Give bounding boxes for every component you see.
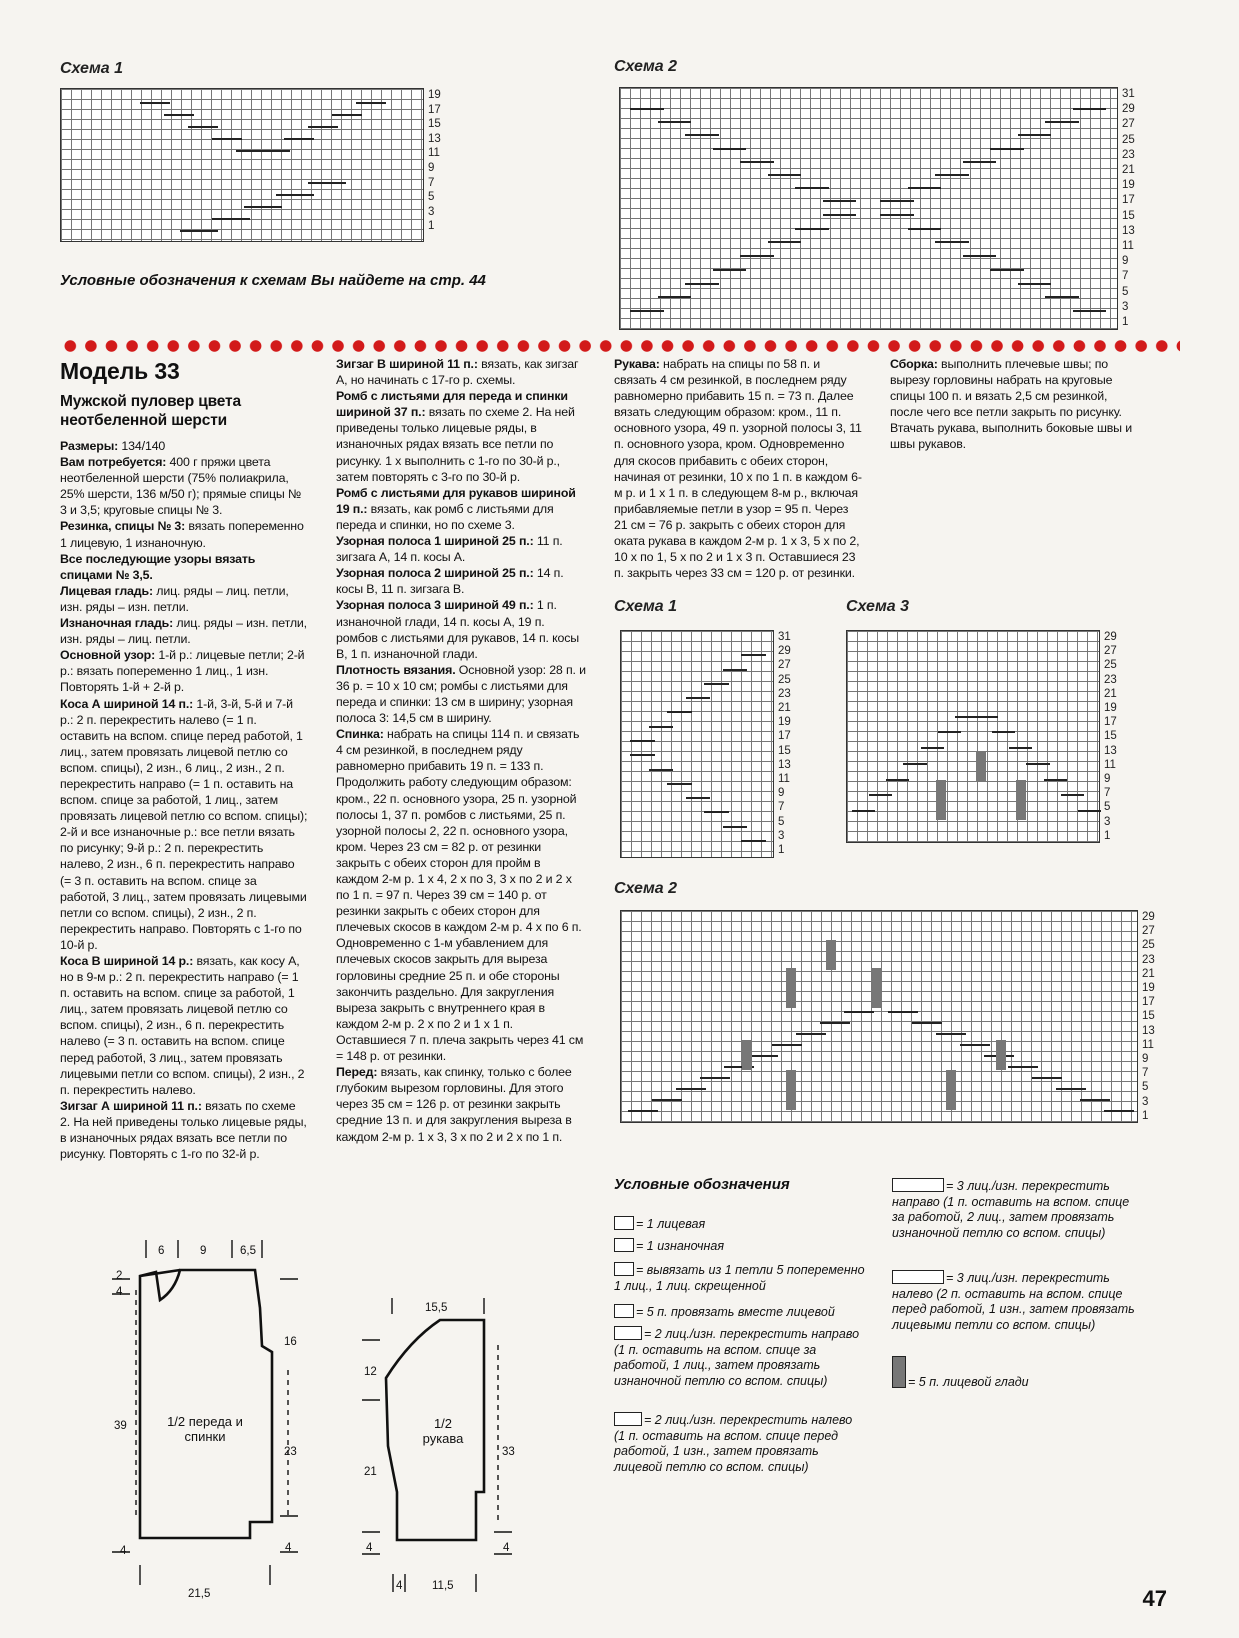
stockinette-block	[976, 752, 986, 782]
reference-note: Условные обозначения к схемам Вы найдете на стр. 44	[60, 272, 486, 289]
chart-title-s1: Схема 1	[614, 598, 678, 615]
cable-stitch-mark	[628, 1110, 658, 1112]
row-number: 3	[1122, 300, 1129, 313]
cable-stitch-mark	[886, 779, 909, 781]
instruction-paragraph: Плотность вязания. Основной узор: 28 п. и 36 р. = 10 х 10 см; ромбы с листьями для переда и спинки: 13 см в ширину; узорная полоса 3: 14,5 см в ширину.	[336, 662, 586, 726]
cable-stitch-mark	[960, 1044, 990, 1046]
row-number: 17	[1142, 996, 1155, 1009]
cable-stitch-mark	[630, 108, 664, 110]
cable-stitch-mark	[768, 241, 802, 243]
cable-stitch-mark	[260, 150, 290, 152]
cable-stitch-mark	[795, 228, 829, 230]
row-number: 15	[1122, 209, 1135, 222]
row-number: 13	[778, 758, 791, 771]
row-number: 7	[1122, 270, 1129, 283]
row-number: 17	[1122, 194, 1135, 207]
cable-stitch-mark	[332, 114, 362, 116]
row-number: 29	[1142, 911, 1155, 923]
row-number: 9	[778, 787, 785, 800]
instruction-paragraph: Спинка: набрать на спицы 114 п. и связать 4 см резинкой, в последнем ряду равномерно прибавить 19 п. = 133 п. Продолжить работу следующим образом: кром., 22 п. основного узора, 25 п. узорной полосы 1, 37 п. ромбов с листьями, 25 п. узорной полосы 2, 22 п. основного узора, кром. Через 23 см = 82 р. от резинки закрыть с обеих сторон для пройм в каждом 2-м р. 1 х 4, 2 х по 3, 3 х по 2 и 2 х по 1 п. = 97 п. Через 39 см = 140 р. от резинки закрыть с обеих сторон для плечевых скосов в каждом 2-м р. 4 х по 6 п. Одновременно с 1-м убавлением для плечевых скосов закрыть для выреза горловины средние 25 п. и обе стороны закончить раздельно. Для закругления выреза закрыть с внутреннего края в каждом 2-м р. 2 х по 2 и 1 х 1 п. Оставшиеся 7 п. плеча закрыть через 41 см = 148 р. от резинки.	[336, 727, 584, 1064]
dim-body-neckdepth-2: 4	[116, 1286, 123, 1298]
row-number: 3	[428, 205, 435, 218]
legend-item-increase: = вывязать из 1 петли 5 попеременно 1 лиц., 1 лиц. скрещенной	[614, 1263, 865, 1293]
row-number: 5	[1104, 801, 1111, 814]
instruction-paragraph: Узорная полоса 2 шириной 25 п.: 14 п. косы В, 11 п. зигзага В.	[336, 566, 564, 597]
chart-title-top-s2: Схема 2	[614, 58, 678, 75]
cable-stitch-mark	[180, 230, 218, 232]
cable-stitch-mark	[768, 174, 802, 176]
cable-stitch-mark	[686, 697, 711, 699]
model-title: Модель 33	[60, 358, 180, 384]
chart-title-top-s1: Схема 1	[60, 60, 124, 77]
row-number: 7	[778, 801, 785, 814]
instruction-paragraph: Зигзаг А шириной 11 п.: вязать по схеме 2. На ней приведены только лицевые ряды, в изнаночных рядах вязать все петли по рисунку. Повторять с 1-го по 32-й р.	[60, 1098, 307, 1162]
row-number: 7	[1104, 787, 1111, 800]
cable-stitch-mark	[936, 1033, 966, 1035]
row-number: 15	[1104, 730, 1117, 743]
cable-stitch-mark	[963, 161, 997, 163]
row-number: 3	[1142, 1095, 1149, 1108]
row-number: 1	[1104, 829, 1111, 842]
cable-stitch-mark	[1026, 763, 1049, 765]
instruction-paragraph: Вам потребуется: 400 г пряжи цвета неотбеленной шерсти (75% полиакрила, 25% шерсти, 136 м/50 г); прямые спицы № 3 и 3,5; круговые спицы № 3.	[60, 455, 302, 518]
cable-stitch-mark	[748, 1055, 778, 1057]
cable-stitch-mark	[723, 669, 748, 671]
row-number: 19	[1142, 982, 1155, 995]
row-number: 21	[1142, 967, 1155, 980]
cable-stitch-mark	[630, 310, 664, 312]
cable-stitch-mark	[880, 200, 914, 202]
cable-stitch-mark	[1009, 747, 1032, 749]
cable-stitch-mark	[1073, 310, 1107, 312]
cable-stitch-mark	[880, 214, 914, 216]
legend-item-decrease: = 5 п. провязать вместе лицевой	[614, 1304, 884, 1321]
dim-sleeve-length: 21	[364, 1466, 377, 1478]
row-number: 11	[1104, 758, 1116, 771]
row-number: 29	[778, 645, 791, 658]
dim-body-neckdepth-1: 2	[116, 1270, 123, 1282]
row-number: 15	[428, 118, 441, 131]
instruction-paragraph: Изнаночная гладь: лиц. ряды – изн. петли, изн. ряды – лиц. петли.	[60, 616, 307, 647]
cable-stitch-mark	[1078, 810, 1101, 812]
cable-stitch-mark	[244, 206, 282, 208]
cable-stitch-mark	[823, 214, 857, 216]
cable-stitch-mark	[164, 114, 194, 116]
legend-item-cross-left-3: = 3 лиц./изн. перекрестить налево (2 п. оставить на вспом. спице перед работой, 1 изн., затем провязать лицевыми петли со вспом. спицы)	[892, 1271, 1135, 1332]
row-number: 3	[1104, 815, 1111, 828]
cable-stitch-mark	[963, 255, 997, 257]
instruction-paragraph: Перед: вязать, как спинку, только с более глубоким вырезом горловины. Для этого через 35 см = 126 р. от резинки закрыть средние 13 п. и для закругления выреза в каждом 2-м р. 1 х 3, 3 х по 2 и 2 х по 1 п.	[336, 1065, 572, 1144]
cable-stitch-mark	[649, 769, 674, 771]
legend-item-knit: = 1 лицевая	[614, 1216, 884, 1233]
cable-stitch-mark	[1061, 794, 1084, 796]
row-number: 9	[1104, 773, 1111, 786]
legend-title: Условные обозначения	[614, 1176, 790, 1193]
cable-stitch-mark	[795, 187, 829, 189]
cable-stitch-mark	[630, 754, 655, 756]
row-number: 13	[1104, 744, 1117, 757]
dim-body-neck-2: 9	[200, 1245, 207, 1257]
row-number: 27	[1122, 118, 1135, 131]
cable-stitch-mark	[713, 148, 747, 150]
row-number: 13	[428, 132, 441, 145]
cable-stitch-mark	[908, 187, 942, 189]
cable-stitch-mark	[844, 1011, 874, 1013]
legend-item-cross-right-3: = 3 лиц./изн. перекрестить направо (1 п. оставить на вспом. спице за работой, 2 лиц., затем провязать изнаночной петлю со вспом. спицы)	[892, 1179, 1130, 1240]
row-number: 9	[1122, 255, 1129, 268]
cable-stitch-mark	[1018, 283, 1052, 285]
stockinette-block	[996, 1040, 1006, 1070]
cable-stitch-mark	[1018, 134, 1052, 136]
cable-stitch-mark	[741, 840, 766, 842]
row-number: 25	[778, 673, 791, 686]
cable-stitch-mark	[188, 126, 218, 128]
cable-stitch-mark	[667, 783, 692, 785]
cable-stitch-mark	[796, 1033, 826, 1035]
row-number: 27	[778, 659, 791, 672]
cable-stitch-mark	[685, 134, 719, 136]
page-number: 47	[1142, 1586, 1167, 1611]
cable-stitch-mark	[212, 138, 242, 140]
cable-stitch-mark	[1008, 1066, 1038, 1068]
row-number: 7	[1142, 1067, 1149, 1080]
instruction-paragraph: Зигзаг В шириной 11 п.: вязать, как зигзаг А, но начинать с 17-го р. схемы.	[336, 357, 579, 388]
cable-stitch-mark	[140, 102, 170, 104]
cable-stitch-mark	[935, 174, 969, 176]
instruction-paragraph: Узорная полоса 1 шириной 25 п.: 11 п. зигзага А, 14 п. косы А.	[336, 534, 563, 565]
row-number: 11	[428, 147, 440, 160]
row-number: 19	[428, 89, 441, 101]
instruction-paragraph: Коса В шириной 14 р.: вязать, как косу А, но в 9-м р.: 2 п. перекрестить направо (= 1 п. оставить на вспом. спице за работой, 1 лиц., затем провязать лицевой петлю со вспом. спицы), 2 изн., 6 п. перекрестить налево (= 3 п. оставить на вспом. спице перед работой, 3 лиц., затем провязать лицевыми петли со вспом. спицы), 2 изн., 2 п. перекрестить налево.	[60, 954, 305, 1097]
row-number: 15	[1142, 1010, 1155, 1023]
cable-stitch-mark	[823, 200, 857, 202]
row-number: 31	[778, 631, 791, 643]
cable-stitch-mark	[990, 148, 1024, 150]
row-number: 5	[1122, 285, 1129, 298]
cable-stitch-mark	[772, 1044, 802, 1046]
cable-stitch-mark	[888, 1011, 918, 1013]
dim-body-side: 23	[284, 1446, 297, 1458]
instruction-paragraph: Узорная полоса 3 шириной 49 п.: 1 п. изнаночной глади, 14 п. косы А, 19 п. ромбов с листьями для рукавов, 14 п. косы В, 1 п. изнаночной глади.	[336, 598, 580, 661]
dim-sleeve-bottom: 11,5	[432, 1580, 454, 1592]
instruction-paragraph: Сборка: выполнить плечевые швы; по вырезу горловины набрать на круговые спицы 100 п. и вязать 2,5 см резинкой, после чего все петли закрыть по рисунку. Втачать рукава, выполнить боковые швы и швы рукавов.	[890, 357, 1132, 452]
dim-sleeve-rib-right: 4	[503, 1542, 510, 1554]
instruction-paragraph: Ромб с листьями для переда и спинки шириной 37 п.: вязать по схеме 2. На ней приведены только лицевые ряды, в изнаночных рядах вязать все петли по рисунку. 1 х выполнить с 1-го по 30-й р., затем повторять с 3-го по 30-й р.	[336, 389, 575, 484]
stockinette-block	[786, 1070, 796, 1110]
pattern-sleeve-label: 1/2 рукава	[422, 1416, 464, 1446]
row-number: 5	[778, 815, 785, 828]
row-number: 1	[778, 844, 785, 857]
row-number: 19	[1122, 179, 1135, 192]
cable-stitch-mark	[658, 121, 692, 123]
row-number: 19	[1104, 702, 1117, 715]
row-number: 31	[1122, 88, 1135, 100]
instruction-paragraph: Резинка, спицы № 3: вязать попеременно 1 лицевую, 1 изнаночную.	[60, 519, 304, 550]
chart-title-s2: Схема 2	[614, 880, 678, 897]
instruction-paragraph: Все последующие узоры вязать спицами № 3,5.	[60, 551, 256, 582]
row-number: 1	[1122, 316, 1129, 329]
cable-stitch-mark	[686, 797, 711, 799]
row-number: 1	[1142, 1109, 1149, 1122]
row-number: 25	[1104, 659, 1117, 672]
row-number: 23	[1142, 953, 1155, 966]
row-number: 27	[1142, 925, 1155, 938]
row-number: 23	[1104, 673, 1117, 686]
instruction-paragraph: Размеры: 134/140	[60, 439, 166, 453]
cable-stitch-mark	[740, 255, 774, 257]
row-number: 5	[428, 191, 435, 204]
legend-item-stockinette-5: = 5 п. лицевой глади	[892, 1356, 1142, 1391]
cable-stitch-mark	[908, 228, 942, 230]
cable-stitch-mark	[740, 161, 774, 163]
row-number: 7	[428, 176, 435, 189]
dim-body-armhole: 16	[284, 1336, 297, 1348]
dim-body-rib-right: 4	[285, 1542, 292, 1554]
model-subtitle: Мужской пуловер цвета неотбеленной шерсти	[60, 393, 241, 429]
dim-body-width: 21,5	[188, 1588, 211, 1600]
cable-stitch-mark	[723, 826, 748, 828]
cable-stitch-mark	[992, 731, 1015, 733]
row-number: 17	[1104, 716, 1117, 729]
stockinette-block	[742, 1040, 752, 1070]
dim-sleeve-rib-left: 4	[366, 1542, 373, 1554]
cable-stitch-mark	[630, 740, 655, 742]
cable-stitch-mark	[935, 241, 969, 243]
row-number: 29	[1122, 103, 1135, 116]
row-number: 13	[1142, 1024, 1155, 1037]
stockinette-block	[826, 940, 836, 970]
cable-stitch-mark	[1045, 296, 1079, 298]
dim-body-total: 39	[114, 1420, 127, 1432]
row-number: 19	[778, 716, 791, 729]
stockinette-block	[1016, 780, 1026, 820]
dim-sleeve-cap: 12	[364, 1366, 377, 1378]
cable-stitch-mark	[276, 194, 314, 196]
cable-stitch-mark	[704, 811, 729, 813]
row-number: 5	[1142, 1081, 1149, 1094]
dim-sleeve-top: 15,5	[425, 1302, 448, 1314]
stockinette-block	[786, 968, 796, 1008]
legend-item-purl: = 1 изнаночная	[614, 1238, 884, 1255]
row-number: 25	[1122, 133, 1135, 146]
row-number: 11	[778, 773, 790, 786]
row-number: 21	[1122, 164, 1135, 177]
cable-stitch-mark	[1080, 1099, 1110, 1101]
cable-stitch-mark	[1073, 108, 1107, 110]
cable-stitch-mark	[852, 810, 875, 812]
stockinette-block	[936, 780, 946, 820]
cable-stitch-mark	[903, 763, 926, 765]
cable-stitch-mark	[685, 283, 719, 285]
cable-stitch-mark	[308, 182, 346, 184]
row-number: 25	[1142, 939, 1155, 952]
instruction-paragraph: Ромб с листьями для рукавов шириной 19 п.: вязать, как ромб с листьями для переда и спинки, но по схеме 3.	[336, 485, 576, 532]
cable-stitch-mark	[820, 1022, 850, 1024]
cable-stitch-mark	[212, 218, 250, 220]
row-number: 9	[1142, 1053, 1149, 1066]
legend-item-cross-right-2: = 2 лиц./изн. перекрестить направо (1 п. оставить на вспом. спице за работой, 1 лиц., затем провязать изнаночной петлю со вспом. спицы)	[614, 1327, 860, 1388]
cable-stitch-mark	[1044, 779, 1067, 781]
stockinette-block	[946, 1070, 956, 1110]
cable-stitch-mark	[1032, 1077, 1062, 1079]
row-number: 1	[428, 220, 435, 233]
dim-body-rib-left: 4	[120, 1545, 127, 1557]
cable-stitch-mark	[284, 138, 314, 140]
cable-stitch-mark	[704, 683, 729, 685]
chart-title-s3: Схема 3	[846, 598, 910, 615]
row-number: 13	[1122, 224, 1135, 237]
dim-sleeve-bottom-small: 4	[396, 1580, 403, 1592]
row-number: 21	[778, 702, 791, 715]
row-number: 23	[778, 687, 791, 700]
row-number: 17	[428, 103, 441, 116]
cable-stitch-mark	[921, 747, 944, 749]
cable-stitch-mark	[1104, 1110, 1134, 1112]
cable-stitch-mark	[1056, 1088, 1086, 1090]
cable-stitch-mark	[676, 1088, 706, 1090]
cable-stitch-mark	[700, 1077, 730, 1079]
instruction-paragraph: Рукава: набрать на спицы по 58 п. и связать 4 см резинкой, в последнем ряду равномерно прибавить 15 п. = 73 п. Далее вязать следующим образом: кром., 11 п. основного узора, 49 п. узорной полосы 3, 11 п. основного узора, кром. Одновременно для скосов прибавить с обеих сторон, начиная от резинки, 10 х по 1 п. в каждом 6-м р. и 1 х 1 п. в следующем 8-м р., включая прибавляемые петли в узор = 95 п. Через 21 см = 76 р. закрыть с обеих сторон для оката рукава в каждом 2-м р. 1 х 3, 5 х по 2, 10 х по 1, 5 х по 2 и 1 х 3 п. Оставшиеся 23 п. закрыть через 33 см = 120 р. от резинки.	[614, 357, 862, 581]
cable-stitch-mark	[912, 1022, 942, 1024]
instruction-paragraph: Основной узор: 1-й р.: лицевые петли; 2-й р.: вязать попеременно 1 лиц., 1 изн. Повторять 1-й + 2-й р.	[60, 648, 305, 695]
cable-stitch-mark	[658, 296, 692, 298]
cable-stitch-mark	[652, 1099, 682, 1101]
row-number: 17	[778, 730, 791, 743]
legend-item-cross-left-2: = 2 лиц./изн. перекрестить налево (1 п. оставить на вспом. спице перед работой, 1 изн., затем провязать лицевой петлю со вспом. спицы)	[614, 1413, 853, 1474]
row-number: 15	[778, 744, 791, 757]
cable-stitch-mark	[869, 794, 892, 796]
row-number: 9	[428, 161, 435, 174]
row-number: 11	[1122, 240, 1134, 253]
stockinette-block	[872, 968, 882, 1008]
cable-stitch-mark	[667, 711, 692, 713]
cable-stitch-mark	[938, 731, 961, 733]
row-number: 29	[1104, 631, 1117, 643]
dim-sleeve-total: 33	[502, 1446, 515, 1458]
dim-body-shoulder: 6,5	[240, 1245, 256, 1257]
row-number: 27	[1104, 645, 1117, 658]
pattern-body-label: 1/2 переда и спинки	[167, 1414, 243, 1444]
cable-stitch-mark	[975, 716, 998, 718]
row-number: 21	[1104, 687, 1117, 700]
cable-stitch-mark	[356, 102, 386, 104]
instruction-paragraph: Коса А шириной 14 п.: 1-й, 3-й, 5-й и 7-й р.: 2 п. перекрестить налево (= 1 п. оставить на вспом. спице перед работой, 1 лиц., затем провязать лицевой петлю со вспом. спицы), 2 изн., 6 лиц., 2 изн., 2 п. перекрестить направо (= 1 п. оставить на вспом. спице за работой, 1 лиц., затем провязать лицевой петлю со вспом. спицы); 2-й и все изнаночные р.: все петли вязать по рисунку; 9-й р.: 2 п. перекрестить налево, 2 изн., 6 п. перекрестить направо (= 3 п. оставить на вспом. спице за работой, 3 лиц., затем провязать лицевыми петли со вспом. спицы), 2 изн., 2 п. перекрестить направо. Повторять с 1-го по 10-й р.	[60, 696, 308, 952]
cable-stitch-mark	[741, 654, 766, 656]
row-number: 11	[1142, 1038, 1154, 1051]
row-number: 3	[778, 829, 785, 842]
cable-stitch-mark	[713, 269, 747, 271]
cable-stitch-mark	[308, 126, 338, 128]
cable-stitch-mark	[649, 726, 674, 728]
instruction-paragraph: Лицевая гладь: лиц. ряды – лиц. петли, изн. ряды – изн. петли.	[60, 583, 289, 614]
cable-stitch-mark	[990, 269, 1024, 271]
row-number: 23	[1122, 148, 1135, 161]
cable-stitch-mark	[1045, 121, 1079, 123]
dim-body-neck-1: 6	[158, 1245, 165, 1257]
